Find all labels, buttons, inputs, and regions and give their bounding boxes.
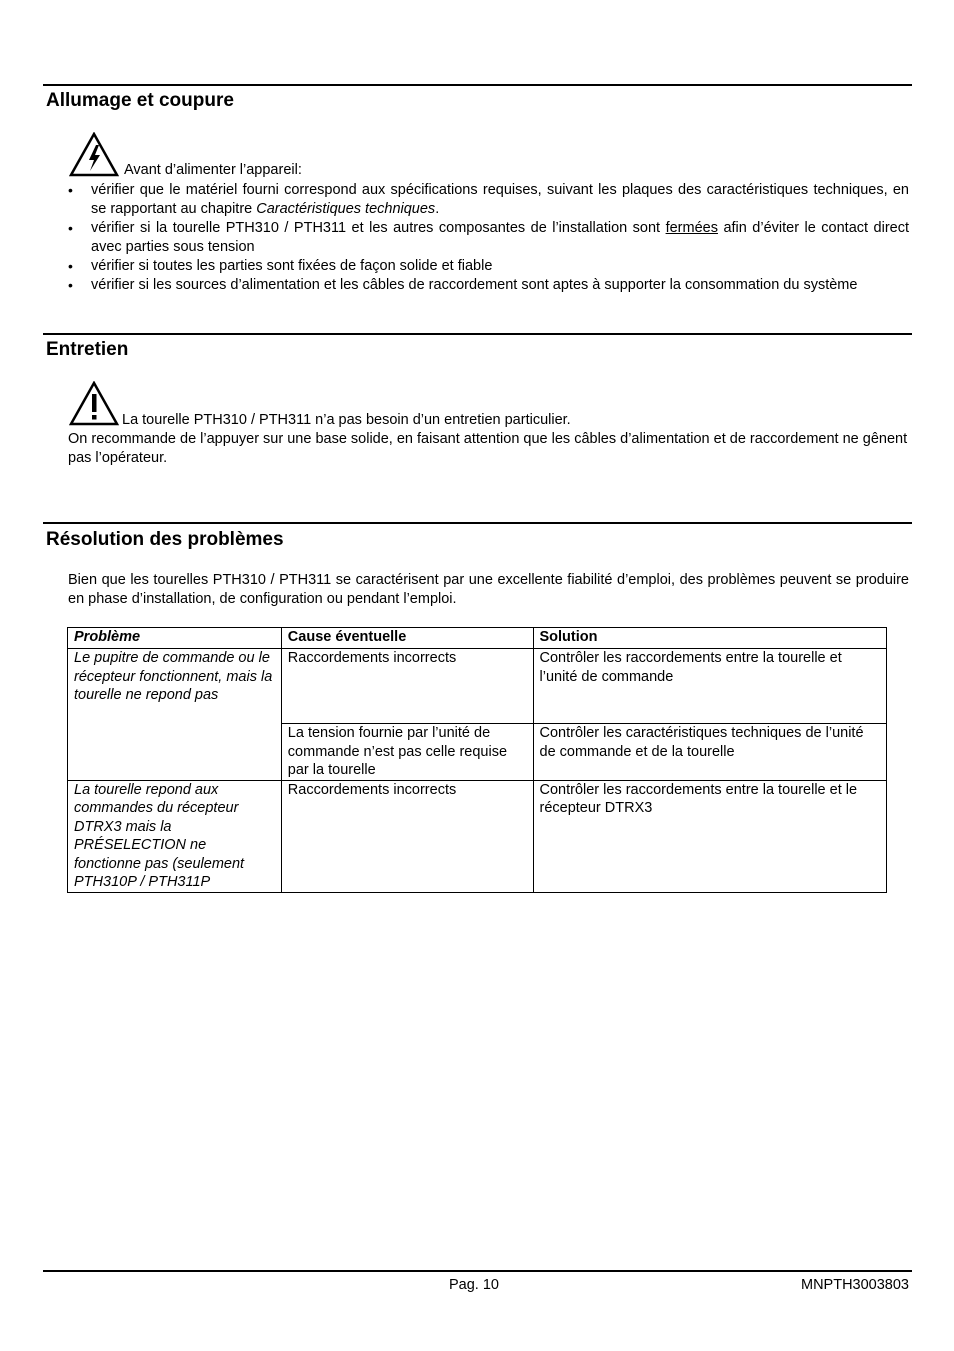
warning-icon	[69, 381, 119, 426]
document-code: MNPTH3003803	[801, 1277, 909, 1293]
list-item: • vérifier si toutes les parties sont fixées de façon solide et fiable	[68, 257, 909, 276]
header-probleme: Problème	[68, 628, 282, 649]
table-row	[68, 649, 887, 724]
solution-cell: Contrôler les raccordements entre la tourelle et le récepteur DTRX3	[533, 780, 887, 892]
cause-cell: Raccordements incorrects	[281, 780, 533, 892]
cause-cell: La tension fournie par l’unité de commande n’est pas celle requise par la tourelle	[281, 724, 533, 781]
table-row	[68, 780, 887, 892]
section-divider	[43, 522, 912, 524]
troubleshooting-table	[67, 627, 887, 893]
page-number: Pag. 10	[449, 1277, 499, 1293]
problem-cell: La tourelle repond aux commandes du récepteur DTRX3 mais la PRÉSELECTION ne fonctionne pas (seulement PTH310P / PTH311P	[68, 780, 282, 892]
header-solution: Solution	[533, 628, 887, 649]
section-title-allumage: Allumage et coupure	[46, 90, 234, 111]
solution-cell: Contrôler les raccordements entre la tourelle et l’unité de commande	[533, 649, 887, 724]
list-item: • vérifier si les sources d’alimentation et les câbles de raccordement sont aptes à supporter la consommation du système	[68, 276, 909, 295]
section2-intro: La tourelle PTH310 / PTH311 n’a pas besoin d’un entretien particulier.	[122, 412, 571, 428]
section-title-entretien: Entretien	[46, 339, 129, 360]
problem-cell: Le pupitre de commande ou le récepteur fonctionnent, mais la tourelle ne repond pas	[68, 649, 282, 781]
precaution-list	[68, 181, 909, 295]
electric-hazard-icon	[69, 132, 119, 177]
section3-paragraph: Bien que les tourelles PTH310 / PTH311 se caractérisent par une excellente fiabilité d’emploi, des problèmes peuvent se produire en phase d’installation, de configuration ou pendant l’emploi.	[68, 572, 909, 607]
footer-divider	[43, 1270, 912, 1272]
section-title-resolution: Résolution des problèmes	[46, 529, 284, 550]
list-item: • vérifier que le matériel fourni correspond aux spécifications requises, suivant les plaques des caractéristiques techniques, en se rapportant au chapitre Caractéristiques techniques.	[68, 181, 909, 219]
section-divider	[43, 333, 912, 335]
header-cause: Cause éventuelle	[281, 628, 533, 649]
section-divider	[43, 84, 912, 86]
section1-intro: Avant d’alimenter l’appareil:	[124, 162, 302, 178]
solution-cell: Contrôler les caractéristiques techniques de l’unité de commande et de la tourelle	[533, 724, 887, 781]
list-item: • vérifier si la tourelle PTH310 / PTH311 et les autres composantes de l’installation sont fermées afin d’éviter le contact direct avec parties sous tension	[68, 219, 909, 257]
table-header-row	[68, 628, 887, 649]
section2-paragraph: On recommande de l’appuyer sur une base solide, en faisant attention que les câbles d’alimentation et de raccordement ne gênent pas l’opérateur.	[68, 431, 908, 466]
cause-cell: Raccordements incorrects	[281, 649, 533, 724]
